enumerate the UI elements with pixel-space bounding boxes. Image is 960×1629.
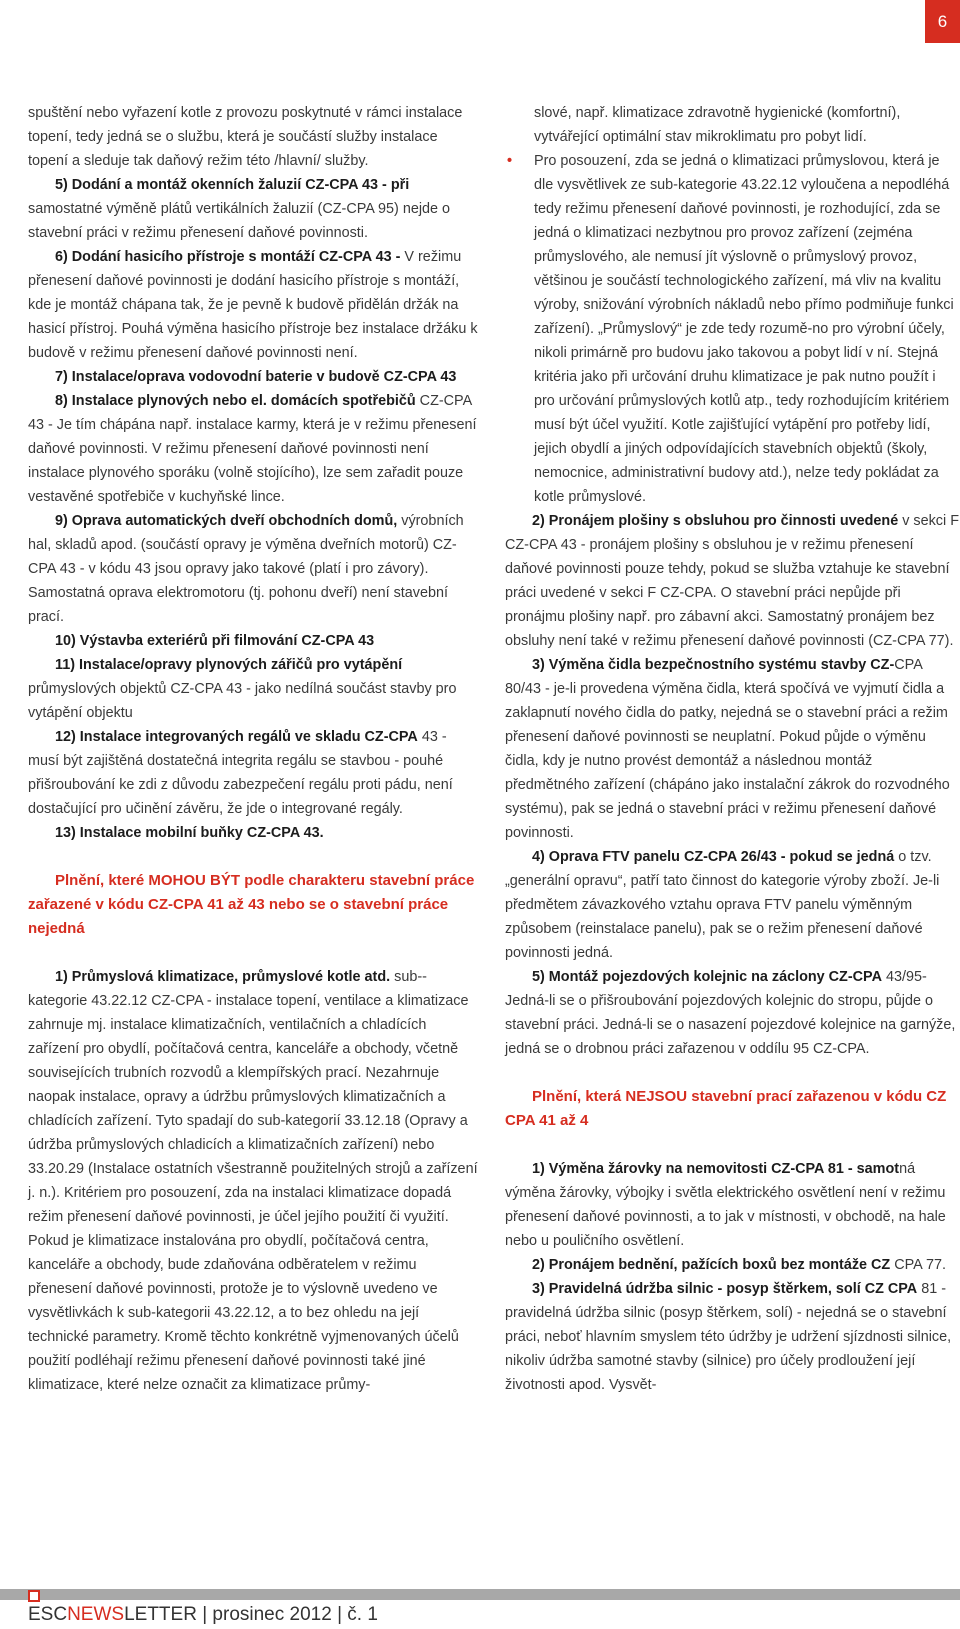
footer-brand-news: NEWS: [67, 1604, 125, 1625]
body-text: Pro posouzení, zda se jedná o klimatizaci průmyslovou, která je dle vysvětlivek ze sub-kategorie 43.22.12 vyloučena a nepodléhá tedy režimu přenesení daňové povinnosti, je rozhodující, zda se jedná o klimatizaci nezbytnou pro provoz zařízení (zejména průmyslového, ale nemusí jít výslovně o průmyslový provoz, většinou je součástí technologického zařízení, má vliv na kvalitu výroby, snižování výrobních nákladů nebo přímo podmiňuje funkci zařízení). „Průmyslový“ je zde tedy rozumě-no pro výrobní účely, nikoli primárně pro budovu jako takovou a pobyt lidí v ní. Stejná kritéria jako při určování druhu klimatizace je pak nutno použít i pro určování průmyslových kotlů atp., tedy rozhodujícím kritériem musí být účel využití. Kotle zajišťující vytápění pro potřeby lidí, jejich obydlí a jiných odpovídajících stavebních objektů (školy, nemocnice, administrativní budovy atd.), nelze tedy pokládat za kotle průmyslové.: [534, 153, 954, 505]
body-text: o tzv. „generální opravu“, patří tato činnost do kategorie výroby zboží. Je-li předmětem závazkového vztahu oprava FTV panelu výměnným způsobem (reinstalace panelu), pak se o režim přenesení daňové povinnosti jedná.: [505, 849, 940, 961]
item-heading: 2) Pronájem bednění, pažících boxů bez montáže CZ: [532, 1257, 891, 1273]
body-text: Plnění, která NEJSOU stavební prací zařazenou v kódu CZ CPA 41 až 4: [505, 1088, 947, 1129]
item-heading: 5) Montáž pojezdových kolejnic na záclony CZ-CPA: [532, 969, 882, 985]
item-heading: 11) Instalace/opravy plynových zářičů pro vytápění: [55, 657, 403, 673]
item-heading: 3) Pravidelná údržba silnic - posyp štěrkem, solí CZ CPA: [532, 1281, 918, 1297]
footer-bar: [0, 1589, 960, 1600]
paragraph: [28, 965, 478, 1397]
paragraph: [505, 1277, 960, 1397]
section-heading: [505, 1085, 960, 1133]
body-text: CPA 80/43 - je-li provedena výměna čidla, která spočívá ve vyjmutí čidla a zaklapnutí nového čidla do patky, nejedná se o stavební práci a režim přenesení daňové povinnosti se neuplatní. Pokud půjde o výměnu čidla, kdy je nutno provést demontáž a následnou montáž předmětného zařízení (chápáno jako instalační zákrok do rozvodného systému), pak se jedná o stavební práci v režimu přenesení daňové povinnosti.: [505, 657, 950, 841]
bullet-icon: •: [507, 153, 513, 169]
item-heading: 6) Dodání hasicího přístroje s montáží CZ-CPA 43 -: [55, 249, 405, 265]
section-heading: [28, 869, 478, 941]
body-text: V režimu přenesení daňové povinnosti je dodání hasicího přístroje s montáží, kde je montáž chápana tak, že je pevně k budově přidělán držák na hasicí přístroj. Pouhá výměna hasicího přístroje bez instalace držáku k budově v režimu přenesení daňové povinnosti není.: [28, 249, 478, 361]
paragraph: [505, 509, 960, 653]
item-heading: 12) Instalace integrovaných regálů ve skladu CZ-CPA: [55, 729, 418, 745]
paragraph: [505, 845, 960, 965]
square-marker-icon: [28, 1590, 40, 1602]
body-text: 43 - musí být zajištěná dostatečná integrita regálu se stavbou - pouhé přišroubování ke zdi z důvodu zabezpečení regálu proti pádu, není dostačující pro učinění závěru, že jde o integrované regály.: [28, 729, 453, 817]
paragraph: [28, 173, 478, 245]
spacer: [505, 1061, 960, 1085]
spacer: [28, 845, 478, 869]
item-heading: 9) Oprava automatických dveří obchodních domů,: [55, 513, 398, 529]
left-column: [28, 101, 478, 1397]
footer-issue-line: [28, 1603, 378, 1627]
item-heading: 7) Instalace/oprava vodovodní baterie v budově CZ-CPA 43: [55, 369, 457, 385]
item-heading: 10) Výstavba exteriérů při filmování CZ-CPA 43: [55, 633, 375, 649]
body-text: průmyslových objektů CZ-CPA 43 - jako nedílná součást stavby pro vytápění objektu: [28, 681, 457, 721]
item-heading: 2) Pronájem plošiny s obsluhou pro činnosti uvedené: [532, 513, 899, 529]
paragraph: [28, 629, 478, 653]
body-text: CPA 77.: [890, 1257, 946, 1273]
paragraph: [28, 725, 478, 821]
paragraph: [505, 1253, 960, 1277]
item-heading: 13) Instalace mobilní buňky CZ-CPA 43.: [55, 825, 324, 841]
paragraph: [505, 149, 960, 509]
body-text: Plnění, které MOHOU BÝT podle charakteru stavební práce zařazené v kódu CZ-CPA 41 až 43 nebo se o stavební práce nejedná: [28, 872, 475, 937]
paragraph: [28, 389, 478, 509]
spacer: [28, 941, 478, 965]
paragraph: [505, 1157, 960, 1253]
paragraph: [28, 653, 478, 725]
paragraph: [505, 101, 960, 149]
item-heading: 3) Výměna čidla bezpečnostního systému stavby CZ-: [532, 657, 895, 673]
paragraph: [28, 245, 478, 365]
body-text: ná výměna žárovky, výbojky i světla elektrického osvětlení není v režimu přenesení daňové povinnosti, a to jak v místnosti, v obchodě, na hale nebo u pouličního osvětlení.: [505, 1161, 946, 1249]
body-text: samostatné výměně plátů vertikálních žaluzií (CZ-CPA 95) nejde o stavební práci v režimu přenesení daňové povinnosti.: [28, 201, 451, 241]
item-heading: 1) Průmyslová klimatizace, průmyslové kotle atd.: [55, 969, 391, 985]
body-text: 81 - pravidelná údržba silnic (posyp štěrkem, solí) - nejedná se o stavební práci, neboť hlavním smyslem této údržby je udržení sjízdnosti silnice, nikoliv údržba samotné stavby (silnice) pro účely prodloužení její životnosti apod. Vysvět-: [505, 1281, 952, 1393]
body-text: 43/95- Jedná-li se o přišroubování pojezdových kolejnic do stropu, půjde o stavební práci. Jedná-li se o nasazení pojezdové kolejnice na garnýže, jedná se o drobnou práci zařazenou v oddílu 95 CZ-CPA.: [505, 969, 956, 1057]
body-text: sub--kategorie 43.22.12 CZ-CPA - instalace topení, ventilace a klimatizace zahrnuje mj. instalace klimatizačních, ventilačních a chladících zařízení pro obydlí, počítačová centra, kanceláře a obchody, včetně souvisejících trubních rozvodů a klempířských prací. Nezahrnuje naopak instalace, opravy a údržbu průmyslových klimatizačních a chladících zařízení. Tyto spadají do sub-kategorií 33.12.18 (Opravy a údržba průmyslových chladicích a klimatizačních zařízení) nebo 33.20.29 (Instalace ostatních všestranně použitelných strojů a zařízení j. n.). Kritériem pro posouzení, zda na instalaci klimatizace dopadá režim přenesení daňové povinnosti, je účel jejího použití či využití. Pokud je klimatizace instalována pro obydlí, počítačová centra, kanceláře a obchody, bude zdaňována odběratelem v režimu přenesení daňové povinnosti, protože je to výslovně uvedeno ve vysvětlivkách k sub-kategorii 43.22.12, a to bez ohledu na její technické parametry. Kromě těchto konkrétně vyjmenovaných účelů použití podléhají režimu přenesení daňové povinnosti také jiné klimatizace, které nelze označit za klimatizace průmy-: [28, 969, 478, 1393]
footer-brand-letter: LETTER: [124, 1604, 197, 1625]
item-heading: 1) Výměna žárovky na nemovitosti CZ-CPA 81 - samot: [532, 1161, 900, 1177]
spacer: [505, 1133, 960, 1157]
body-text: spuštění nebo vyřazení kotle z provozu poskytnuté v rámci instalace topení, tedy jedná se o službu, která je součástí služby instalace topení a sleduje tak daňový režim této /hlavní/ služby.: [28, 105, 463, 169]
body-text: výrobních hal, skladů apod. (součástí opravy je výměna dveřních motorů) CZ-CPA 43 - v kódu 43 jsou opravy jako takové (platí i pro závory). Samostatná oprava elektromotoru (tj. pohonu dveří) není stavební prací.: [28, 513, 464, 625]
body-text: CZ-CPA 43 - Je tím chápána např. instalace karmy, která je v režimu přenesení daňové povinnosti. V režimu přenesení daňové povinnosti není instalace plynového sporáku (volně stojícího), lze sem zařadit pouze vestavěné spotřebiče v kuchyňské lince.: [28, 393, 477, 505]
paragraph: [505, 653, 960, 845]
paragraph: [28, 509, 478, 629]
item-heading: 8) Instalace plynových nebo el. domácích spotřebičů: [55, 393, 416, 409]
right-column: [505, 101, 960, 1397]
body-text: v sekci F CZ-CPA 43 - pronájem plošiny s obsluhou je v režimu přenesení daňové povinnosti pouze tehdy, pokud se služba vztahuje ke stavební práci uvedené v sekci F CZ-CPA. O stavební práci nepůjde při pronájmu plošiny např. pro zábavní akci. Samostatný pronájem bez obsluhy není také v režimu přenesení daňové povinnosti (CZ-CPA 77).: [505, 513, 959, 649]
paragraph: [28, 365, 478, 389]
paragraph: [28, 821, 478, 845]
item-heading: 5) Dodání a montáž okenních žaluzií CZ-CPA 43 - při: [55, 177, 410, 193]
page-number: 6: [925, 0, 960, 43]
footer-issue: | prosinec 2012 | č. 1: [196, 1604, 378, 1625]
body-text: slové, např. klimatizace zdravotně hygienické (komfortní), vytvářející optimální stav mikroklimatu pro pobyt lidí.: [534, 105, 901, 145]
footer-brand-esc: ESC: [28, 1604, 68, 1625]
paragraph: [28, 101, 478, 173]
item-heading: 4) Oprava FTV panelu CZ-CPA 26/43 - pokud se jedná: [532, 849, 895, 865]
paragraph: [505, 965, 960, 1061]
